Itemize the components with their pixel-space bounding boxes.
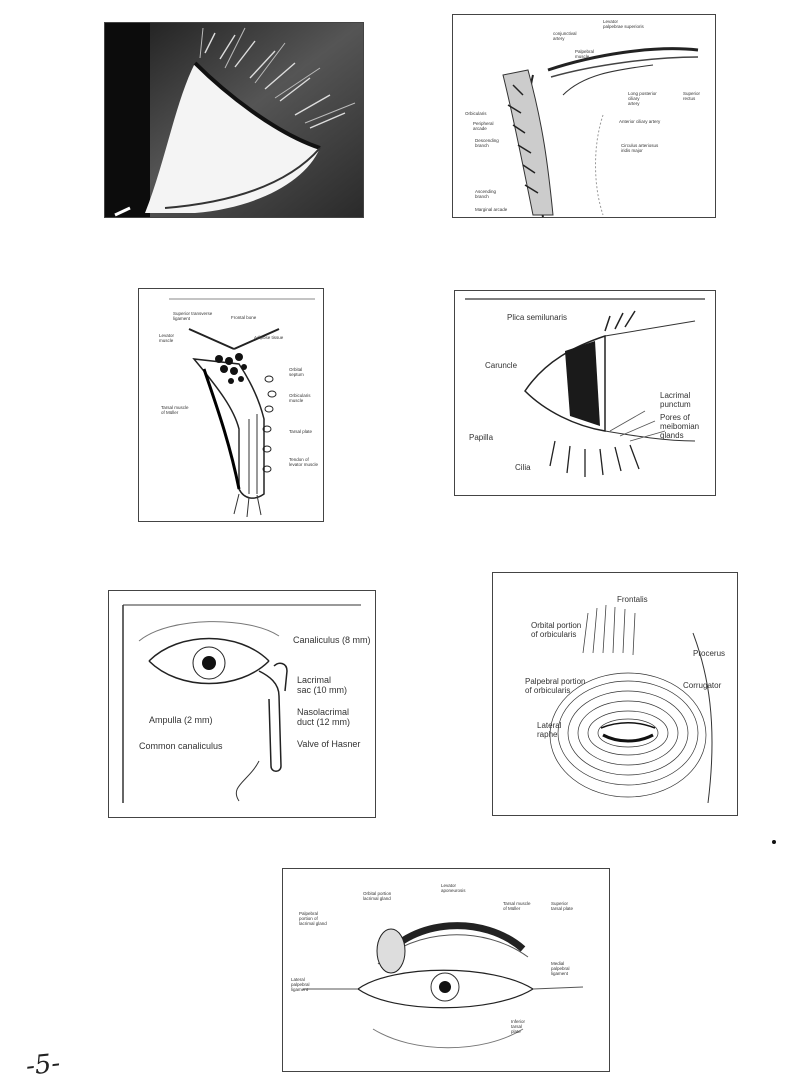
label-orbital-portion: Orbital portion of orbicularis (531, 621, 582, 639)
label-circulus: Circulus arteriosus iridis major (621, 143, 659, 153)
orbicularis-muscle-figure (492, 572, 738, 816)
label-frontalis: Frontalis (617, 595, 648, 604)
label-tarsal-muscle: Tarsal muscle of Müller (161, 405, 189, 415)
label-anterior-ciliary: Anterior ciliary artery (619, 119, 661, 124)
medial-canthus-figure (454, 290, 716, 496)
label-palpebral-portion-gland: Palpebral portion of lacrimal gland (299, 911, 327, 926)
label-ascending-branch: Ascending branch (475, 189, 497, 199)
label-tendon-levator: Tendon of levator muscle (289, 457, 319, 467)
label-papilla: Papilla (469, 433, 494, 442)
eyelid-blood-supply-figure (452, 14, 716, 218)
label-lateral-palpebral-ligament: Lateral palpebral ligament (291, 977, 310, 992)
label-palpebral-muscle: Palpebral muscle (575, 49, 595, 59)
lacrimal-drainage-figure (108, 590, 376, 818)
label-pores-meibomian: Pores of meibomian glands (660, 413, 700, 440)
label-superior-tarsal: Superior tarsal plate (551, 901, 574, 911)
label-conjunctival-artery: conjunctival artery (553, 31, 577, 41)
label-peripheral-arcade: Peripheral arcade (473, 121, 494, 131)
label-caruncle: Caruncle (485, 361, 518, 370)
label-valve-hasner: Valve of Hasner (297, 739, 361, 749)
ink-speck (772, 840, 776, 844)
label-nasolacrimal-duct: Nasolacrimal duct (12 mm) (297, 707, 351, 727)
label-orbicularis: Orbicularis (465, 111, 487, 116)
label-superior-transverse: Superior transverse ligament (173, 311, 213, 321)
lacrimal-drainage-drawing (109, 591, 375, 817)
label-levator-muscle: Levator muscle (159, 333, 175, 343)
eyelid-section-figure (138, 288, 324, 522)
eye-photograph-figure (104, 22, 364, 218)
label-frontal-bone: Frontal bone (231, 315, 257, 320)
label-canaliculus: Canaliculus (8 mm) (293, 635, 371, 645)
label-procerus: Procerus (693, 649, 726, 658)
lacrimal-gland-figure (282, 868, 610, 1072)
eye-photograph (105, 23, 363, 217)
label-orbital-portion-gland: Orbital portion lacrimal gland (363, 891, 392, 901)
label-cilia: Cilia (515, 463, 531, 472)
label-ampulla: Ampulla (2 mm) (149, 715, 213, 725)
label-inferior-tarsal: Inferior tarsal plate (511, 1019, 526, 1034)
label-plica: Plica semilunaris (507, 313, 568, 322)
label-corrugator: Corrugator (683, 681, 722, 690)
label-medial-palpebral-ligament: Medial palpebral ligament (551, 961, 570, 976)
label-orbital-septum: Orbital septum (289, 367, 304, 377)
label-lacrimal-sac: Lacrimal sac (10 mm) (297, 675, 348, 695)
label-lacrimal-punctum: Lacrimal punctum (660, 391, 691, 409)
label-common-canaliculus: Common canaliculus (139, 741, 223, 751)
label-adipose: Adipose tissue (254, 335, 284, 340)
label-descending-branch: Descending branch (475, 138, 499, 148)
label-palpebral-portion: Palpebral portion of orbicularis (525, 677, 586, 695)
label-orbicularis-muscle: Orbicularis muscle (289, 393, 311, 403)
label-marginal-arcade: Marginal arcade (475, 207, 508, 212)
label-levator-aponeurosis: Levator aponeurosis (441, 883, 466, 893)
label-tarsal-plate: Tarsal plate (289, 429, 313, 434)
label-levator: Levator palpebrae superioris (603, 19, 644, 29)
blood-supply-drawing (453, 15, 715, 217)
label-tarsal-muscle-muller: Tarsal muscle of Müller (503, 901, 531, 911)
label-long-posterior-ciliary: Long posterior ciliary artery (628, 91, 657, 106)
label-superior-rectus: Superior rectus (683, 91, 701, 101)
label-lateral-raphe: Lateral raphe (537, 721, 562, 739)
page-number: -5- (24, 1048, 62, 1082)
